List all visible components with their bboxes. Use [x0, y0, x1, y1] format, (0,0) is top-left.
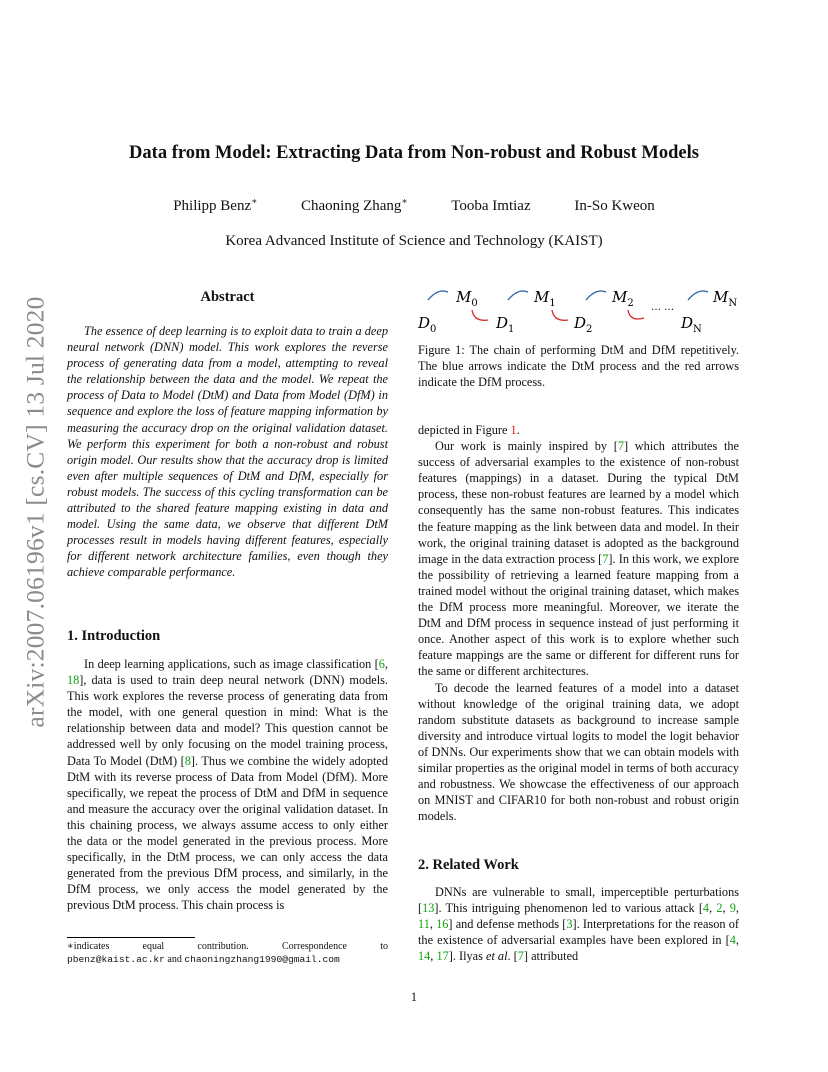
dtm-arrow [688, 291, 708, 300]
model-node: $M_0$ [456, 288, 478, 309]
text-run: , [722, 901, 730, 916]
email-link[interactable]: pbenz@kaist.ac.kr [67, 954, 165, 965]
related-paragraph [418, 884, 739, 964]
citation-link[interactable]: 9 [729, 901, 736, 916]
arxiv-stamp [16, 296, 56, 728]
paper-title: Data from Model: Extracting Data from Non-robust and Robust Models [129, 143, 699, 163]
citation-link[interactable]: 4 [729, 933, 736, 948]
intro-paragraph [418, 438, 739, 679]
text-run: ]. In this work, we explore the possibility of retrieving a learned feature mapping from a trained model without the original training dataset, which makes the DfM process more meaningful. Moreover, we iterate the DtM and DfM process in sequence instead of just performing it once. Another aspect of this work is to explore whether such feature mappings are the same or different for different runs for the same or different architectures. [418, 551, 739, 679]
citation-link[interactable]: 7 [617, 439, 625, 454]
related-work-heading: 2. Related Work [418, 857, 519, 873]
text-run: DNNs are vulnerable to small, imperceptible perturbations [ [418, 885, 739, 916]
footnote-rule [67, 937, 195, 938]
figure-caption: Figure 1: The chain of performing DtM and DfM repetitively. The blue arrows indicate the DtM process and the red arrows indicate the DfM process. [418, 343, 739, 390]
footnote-word: equal [142, 941, 165, 952]
dfm-arrow [628, 310, 644, 319]
author [173, 196, 257, 215]
arxiv-id: arXiv:2007.06196v1 [cs.CV] 13 Jul 2020 [21, 296, 50, 728]
author-name: Tooba Imtiaz [451, 198, 531, 214]
model-node: $M_N$ [713, 288, 738, 309]
dtm-arrow [586, 291, 606, 300]
author-mark: ∗ [251, 196, 258, 206]
text-run: . [ [507, 949, 518, 964]
figure-ellipsis: … … [651, 302, 675, 313]
citation-link[interactable]: 16 [436, 917, 449, 932]
author-mark: ∗ [401, 196, 408, 206]
text-run: In deep learning applications, such as image classification [ [84, 657, 379, 671]
intro-paragraph: To decode the learned features of a model into a dataset without knowledge of the original training data, we adopt random substitute datasets as background to increase sample diversity and introduce virtual logits to model the logit behavior of DNNs. Our experiments show that we can obtain models with similar properties as the original model in terms of both accuracy and robustness. We showcase the effectiveness of our approach on MNIST and CIFAR10 for both non-robust and robust origin models. [418, 680, 739, 824]
footnote-word: ∗indicates [67, 941, 110, 952]
text-run: . [516, 423, 520, 437]
text-run: , [429, 917, 437, 932]
data-node: $D_0$ [418, 314, 437, 334]
citation-link[interactable]: 8 [184, 753, 191, 768]
author [574, 198, 654, 215]
footnote-word: contribution. [197, 941, 249, 952]
intro-heading: 1. Introduction [67, 628, 161, 644]
dtm-arrow [508, 291, 528, 300]
dtm-arrow [428, 291, 448, 300]
citation-link[interactable]: 7 [602, 551, 609, 566]
text-run: , [735, 901, 739, 916]
figure-1-diagram [416, 282, 742, 334]
footnote-and: and [164, 954, 185, 965]
data-node: $D_2$ [574, 314, 593, 334]
citation-link[interactable]: 6 [378, 657, 385, 671]
citation-link[interactable]: 11 [418, 917, 430, 932]
email-link[interactable]: chaoningzhang1990@gmail.com [184, 954, 340, 965]
citation-link[interactable]: 3 [566, 917, 573, 932]
text-run: et al [485, 949, 508, 964]
footnote-word: to [380, 941, 388, 952]
intro-paragraph [418, 422, 739, 438]
citation-link[interactable]: 7 [517, 949, 524, 964]
text-run: ]. Thus we combine the widely adopted DtM with its reverse process of Data from Model (DfM). More specifically, we repeat the process of DtM and DfM in sequence and measure the accuracy over the original validation dataset. In this chaining process, we always assume access to only either the data or the model generated in the previous process. More specifically, in the DtM process, we can only access the data generated from the previous DfM process, and similarly, in the DfM process, we only access the model generated by the previous DtM process. This chain process is [67, 753, 388, 913]
text-run: ] which attributes the success of adversarial examples to the existence of non-robust features (mappings) in a dataset. During the typical DtM process, these non-robust features are learned by a model which consequently has the same non-robust features. This indicates the feature mapping as the link between data and model. In their work, the original training dataset is adopted as the background image in the data extraction process [ [418, 439, 739, 566]
text-run: ]. Ilyas [448, 949, 486, 964]
related-work-body [418, 884, 739, 964]
citation-link[interactable]: 17 [436, 949, 449, 964]
author [301, 196, 408, 215]
dfm-arrow [552, 310, 568, 320]
text-run: ]. Interpretations for the reason of the existence of adversarial examples have been explored in [ [418, 917, 739, 948]
author-name: Philipp Benz [173, 198, 252, 214]
data-node: $D_N$ [681, 314, 702, 334]
author-name: In-So Kweon [574, 198, 655, 214]
text-run: ] and defense methods [ [448, 917, 567, 932]
text-run: ]. This intriguing phenomenon led to various attack [ [434, 901, 703, 916]
author-list [60, 196, 768, 215]
model-node: $M_2$ [612, 288, 634, 309]
abstract-heading: Abstract [200, 289, 255, 305]
text-run: , [709, 901, 717, 916]
text-run: ] attributed [523, 949, 579, 964]
text-run: ], data is used to train deep neural network (DNN) models. This work explores the reverse process of generating data from the model, with one general question in mind: What is the relationship between data and model? This question cannot be addressed well by only focusing on the model training process, Data To Model (DtM) [ [67, 673, 388, 768]
intro-continued [418, 422, 739, 824]
author [451, 198, 530, 215]
figure-link[interactable]: 1 [510, 423, 517, 437]
abstract-body [67, 323, 388, 581]
model-node: $M_1$ [534, 288, 556, 309]
citation-link[interactable]: 13 [422, 901, 435, 916]
text-run: , [384, 657, 388, 671]
intro-body [67, 656, 388, 914]
author-name: Chaoning Zhang [301, 198, 402, 214]
text-run: , [735, 933, 739, 948]
citation-link[interactable]: 4 [702, 901, 710, 916]
citation-link[interactable]: 18 [67, 673, 80, 688]
dfm-arrow [472, 310, 488, 320]
text-run: Our work is mainly inspired by [ [435, 439, 618, 454]
text-run: , [430, 949, 437, 964]
footnote [67, 940, 388, 966]
data-node: $D_1$ [496, 314, 515, 334]
citation-link[interactable]: 2 [716, 901, 723, 916]
affiliation: Korea Advanced Institute of Science and Technology (KAIST) [225, 233, 603, 249]
abstract-text: The essence of deep learning is to exploit data to train a deep neural network (DNN) model. This work explores the reverse process of generating data from a model, attempting to reveal the relationship between the data and the model. We repeat the process of Data to Model (DtM) and Data from Model (DfM) in sequence and explore the loss of feature mapping information by measuring the accuracy drop on the original validation dataset. We perform this experiment for both a non-robust and robust origin model. Our results show that the accuracy drop is limited even after multiple sequences of DtM and DfM, especially for robust models. The success of this cycling transformation can be attributed to the shared feature mapping existing in data and model. Using the same data, we observe that different DtM processes result in models having different features, especially for different network architecture families, even though they achieve comparable performance. [67, 324, 388, 580]
intro-paragraph [67, 656, 388, 914]
footnote-word: Correspondence [282, 941, 347, 952]
text-run: depicted in Figure [418, 423, 511, 437]
page-number: 1 [410, 990, 418, 1004]
citation-link[interactable]: 14 [418, 949, 431, 964]
